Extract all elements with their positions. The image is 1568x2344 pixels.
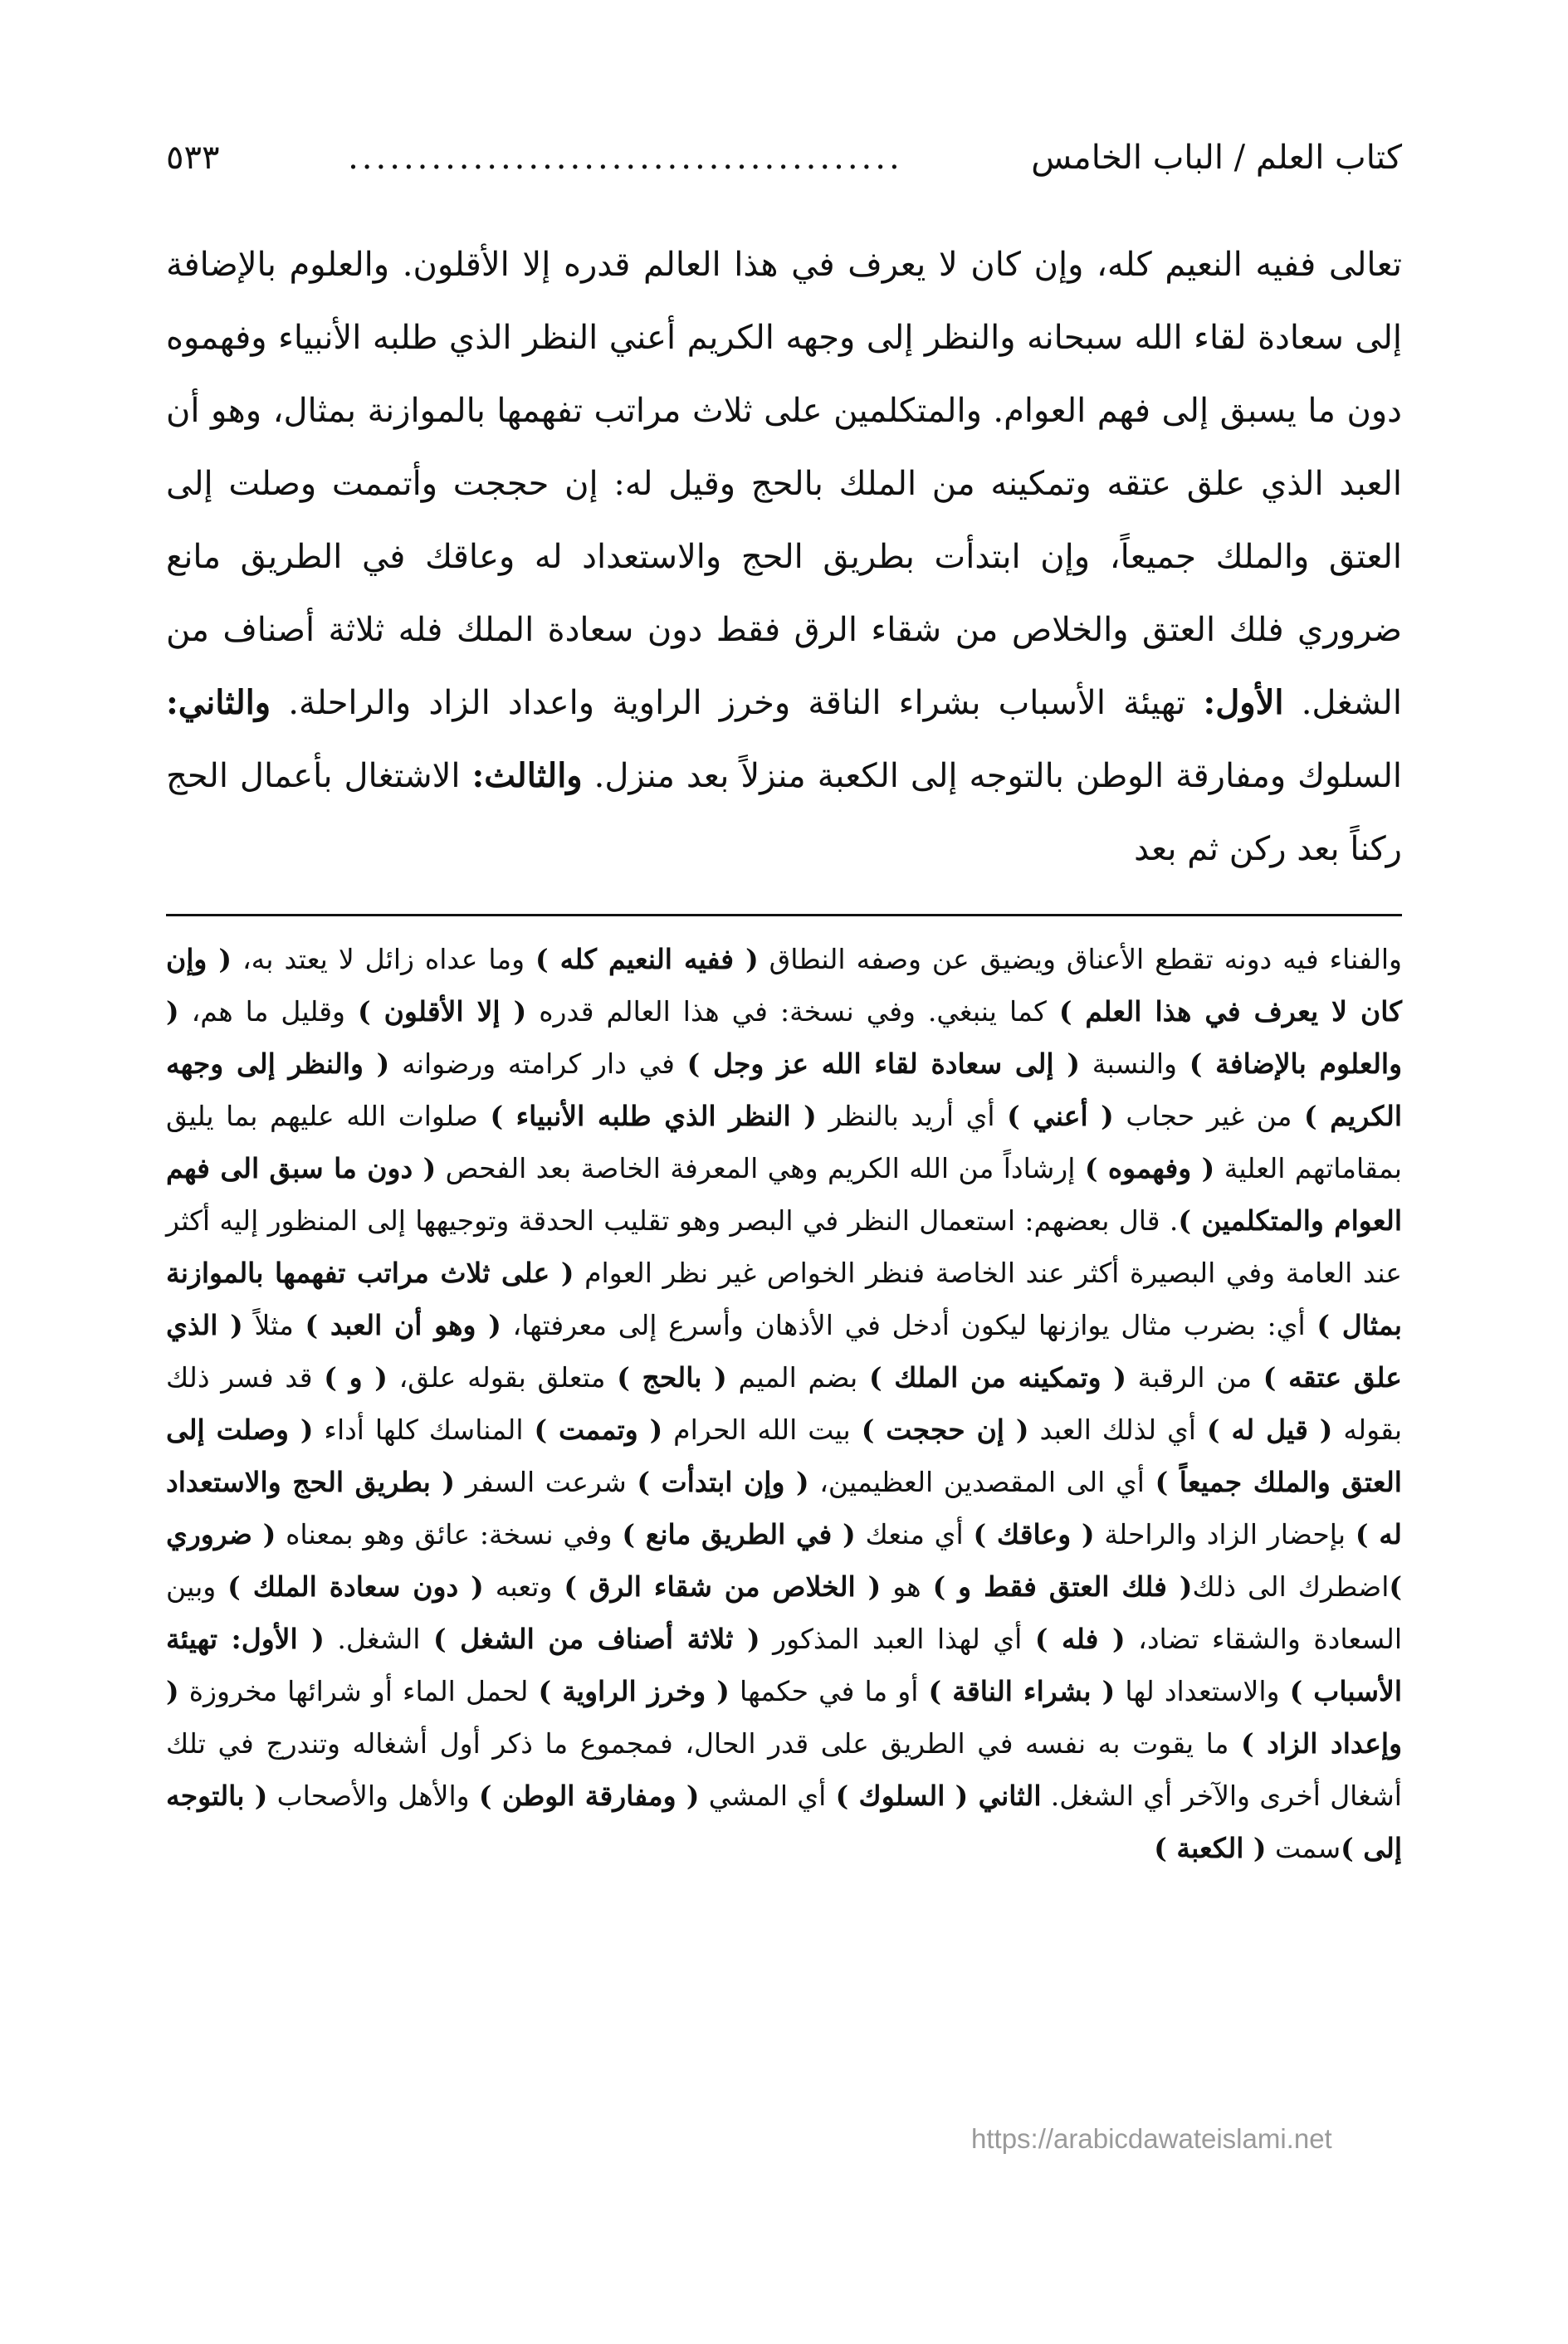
footnote-run-bold: ( أعني ) [1007, 1100, 1114, 1132]
footnote-run: والأهل والأصحاب [267, 1780, 479, 1812]
main-text-run: تعالى ففيه النعيم كله، وإن كان لا يعرف في هذا العالم قدره إلا الأقلون. والعلوم بالإضافة إلى سعادة لقاء الله سبحانه والنظر إلى وجهه الكريم أعني النظر الذي طلبه الأنبياء وفهموه دون ما يسبق إلى فهم العوام. والمتكلمين على ثلاث مراتب تفهمها بالموازنة بمثال، وهو أن العبد الذي علق عتقه وتمكينه من الملك بالحج وقيل له: إن حججت وأتممت وصلت إلى العتق والملك جميعاً، وإن ابتدأت بطريق الحج والاستعداد له وعاقك في الطريق مانع ضروري فلك العتق والخلاص من شقاء الرق فقط دون سعادة الملك فله ثلاثة أصناف من الشغل. [166, 246, 1402, 722]
footnote-run: مثلاً [242, 1309, 305, 1341]
footnote-run-bold: ( إن حججت ) [861, 1414, 1029, 1446]
footnote-run-bold: ( وتممت ) [534, 1414, 663, 1446]
footnote-run-bold: ( ثلاثة أصناف من الشغل ) [433, 1623, 760, 1655]
footnote-run: المناسك كلها أداء [313, 1414, 535, 1446]
footnote-run: أي المشي [699, 1780, 836, 1812]
footnote-run: قد فسر ذلك بقوله [166, 1361, 1403, 1446]
footnote-run-bold: ( النظر الذي طلبه الأنبياء ) [490, 1100, 817, 1132]
footnote-run: . قال بعضهم: استعمال النظر في البصر وهو تقليب الحدقة وتوجيهها إلى المنظور إليه أكثر عند العامة وفي البصيرة أكثر عند الخاصة فنظر الخواص غير نظر العوام [166, 1204, 1402, 1289]
footnote-run-bold: ( بطريق الحج والاستعداد له ) [166, 1466, 1402, 1550]
main-text-run-bold: والثالث: [471, 756, 583, 795]
footnote-run-bold: ( والنظر إلى وجهه الكريم ) [166, 1047, 1402, 1132]
footnote-paragraph [166, 933, 1402, 1874]
footnote-run-bold: ( وهو أن العبد ) [305, 1309, 501, 1341]
footnote-run: في دار كرامته ورضوانه [389, 1047, 687, 1080]
footnote-run-bold: ( الذي علق عتقه ) [166, 1309, 1402, 1394]
footnote-run: سمت [1266, 1832, 1341, 1864]
footnote-run: والفناء فيه دونه تقطع الأعناق ويضيق عن وصفه النطاق [758, 943, 1402, 975]
footnote-run-bold: ( الخلاص من شقاء الرق ) [564, 1570, 882, 1603]
book-page [166, 133, 1402, 2344]
footnote-run-bold: ( على ثلاث مراتب تفهمها بالموازنة بمثال ) [166, 1257, 1402, 1341]
footnote-run: وما عداه زائل لا يعتد به، [231, 943, 536, 975]
main-paragraph [166, 228, 1402, 886]
footnote-run-bold: ( دون سعادة الملك ) [227, 1570, 484, 1603]
footnote-run: أي الى المقصدين العظيمين، [808, 1466, 1155, 1498]
footnote-run: هو [881, 1570, 933, 1603]
watermark-url: https://arabicdawateislami.net [971, 2123, 1332, 2154]
footnote-separator [166, 914, 1402, 916]
footnote-run: شرعت السفر [455, 1466, 637, 1498]
footnote-run: صلوات الله عليهم بما يليق بمقاماتهم العلية [166, 1100, 1402, 1184]
page-number: ٥٣٣ [166, 139, 220, 177]
footnote-run-bold: ( ومفارقة الوطن ) [478, 1780, 700, 1812]
footnote-run-bold: ( ضروري ) [166, 1518, 1402, 1603]
footnote-run-bold: ( وفهموه ) [1084, 1152, 1215, 1184]
footnote-run-bold: ( وإن ابتدأت ) [637, 1466, 809, 1498]
footnote-run-bold: ( وتمكينه من الملك ) [868, 1361, 1126, 1394]
footnote-run-bold: ( بالحج ) [617, 1361, 727, 1394]
commentary-footnote [166, 933, 1402, 1874]
leader-dots: ........................................ [348, 139, 903, 177]
main-text-run-bold: الأول: [1203, 683, 1284, 722]
footnote-run: والاستعداد لها [1115, 1675, 1290, 1707]
footnote-run-bold: ( وعاقك ) [973, 1518, 1095, 1550]
footnote-run-bold: ( بالتوجه إلى ) [166, 1780, 1402, 1864]
footnote-run: من غير حجاب [1113, 1100, 1305, 1132]
footnote-run: متعلق بقوله علق، [387, 1361, 618, 1394]
footnote-run-bold: ( ففيه النعيم كله ) [535, 943, 759, 975]
footnote-run-bold: ( و ) [324, 1361, 388, 1394]
main-text-run: الاشتغال بأعمال الحج ركناً بعد ركن ثم بعد [166, 757, 1402, 868]
footnote-run: أي أريد بالنظر [816, 1100, 1008, 1132]
footnote-run-bold: ( بشراء الناقة ) [928, 1675, 1116, 1707]
footnote-run-bold: ( دون ما سبق الى فهم العوام والمتكلمين ) [166, 1152, 1403, 1237]
footnote-run: إرشاداً من الله الكريم وهي المعرفة الخاصة بعد الفحص [436, 1152, 1085, 1184]
footnote-run: وبين السعادة والشقاء تضاد، [166, 1570, 1402, 1655]
footnote-run: أي منعك [855, 1518, 974, 1550]
footnote-run-bold: ( إلى سعادة لقاء الله عز وجل ) [686, 1047, 1080, 1080]
footnote-run: من الرقبة [1126, 1361, 1263, 1394]
footnote-run: بضم الميم [726, 1361, 869, 1394]
footnote-run: اضطرك الى ذلك [1192, 1570, 1390, 1603]
footnote-run: بإحضار الزاد والراحلة [1094, 1518, 1356, 1550]
footnote-run: ما يقوت به نفسه في الطريق على قدر الحال، فمجموع ما ذكر أول أشغاله وتندرج في تلك أشغال أخرى والآخر أي الشغل. [166, 1727, 1402, 1812]
footnote-run: وتعبه [483, 1570, 564, 1603]
main-text-run: تهيئة الأسباب بشراء الناقة وخرز الراوية واعداد الزاد والراحلة. [271, 684, 1204, 722]
running-header [166, 133, 1402, 183]
footnote-run: وقليل ما هم، [178, 995, 358, 1028]
footnote-run: أي: بضرب مثال يوازنها ليكون أدخل في الأذهان وأسرع إلى معرفتها، [501, 1309, 1317, 1341]
footnote-run: بيت الله الحرام [662, 1414, 862, 1446]
footnote-run-bold: الثاني ( السلوك ) [835, 1780, 1042, 1812]
footnote-run-bold: ( والعلوم بالإضافة ) [166, 995, 1403, 1080]
footnote-run: والنسبة [1080, 1047, 1189, 1080]
footnote-run-bold: ( وخرز الراوية ) [538, 1675, 730, 1707]
footnote-run: أو ما في حكمها [729, 1675, 929, 1707]
footnote-run: أي لذلك العبد [1028, 1414, 1207, 1446]
main-text-run: السلوك ومفارقة الوطن بالتوجه إلى الكعبة منزلاً بعد منزل. [582, 757, 1402, 795]
footnote-run-bold: ( الأول: تهيئة الأسباب ) [166, 1623, 1403, 1707]
footnote-run-bold: ( وصلت إلى العتق والملك جميعاً ) [166, 1414, 1402, 1498]
footnote-run: الشغل. [324, 1623, 434, 1655]
footnote-run-bold: ( فلك العتق فقط و ) [932, 1570, 1193, 1603]
footnote-run-bold: ( فله ) [1034, 1623, 1126, 1655]
footnote-run-bold: ( في الطريق مانع ) [622, 1518, 856, 1550]
footnote-run: وفي نسخة: عائق وهو بمعناه [276, 1518, 623, 1550]
main-text-run-bold: والثاني: [166, 683, 271, 722]
chapter-title: كتاب العلم / الباب الخامس [1031, 139, 1402, 177]
footnote-run-bold: ( الكعبة ) [1154, 1832, 1267, 1864]
footnote-run: لحمل الماء أو شرائها مخروزة [178, 1675, 539, 1707]
footnote-run-bold: ( قيل له ) [1206, 1414, 1333, 1446]
footnote-run-bold: ( وإن كان لا يعرف في هذا العلم ) [166, 943, 1403, 1028]
footnote-run-bold: ( وإعداد الزاد ) [166, 1675, 1402, 1760]
footnote-run: كما ينبغي. وفي نسخة: في هذا العالم قدره [526, 995, 1059, 1028]
footnote-run: أي لهذا العبد المذكور [760, 1623, 1035, 1655]
main-text [166, 228, 1402, 886]
footnote-run-bold: ( إلا الأقلون ) [358, 995, 527, 1028]
